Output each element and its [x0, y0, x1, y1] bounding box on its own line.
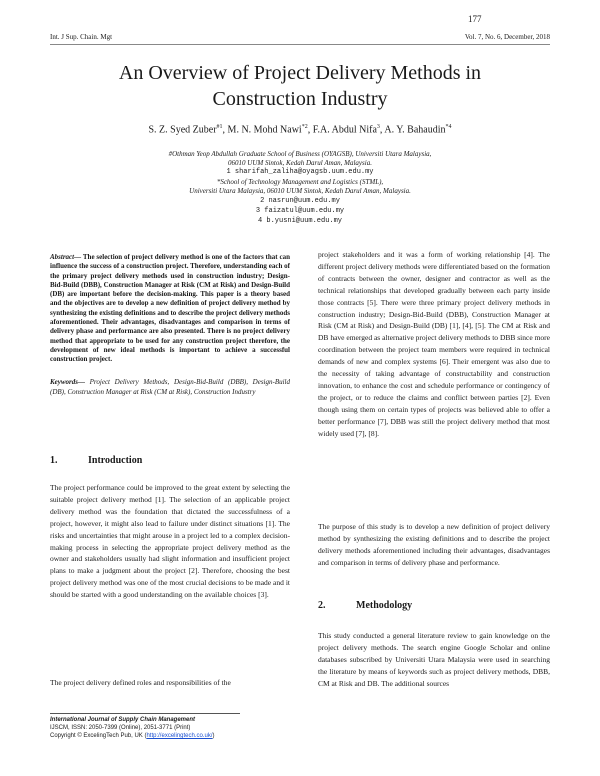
title-line-1: An Overview of Project Delivery Methods in [118, 62, 482, 84]
author-2-mark: *2 [301, 124, 308, 130]
page-number: 177 [468, 14, 482, 24]
section-title: Introduction [88, 455, 143, 466]
author-list [50, 124, 550, 135]
author-2: , M. N. Mohd Nawi [222, 124, 302, 136]
abstract-text: The selection of project delivery method is one of the factors that can influence the success of a construction project. Therefore, understanding each of the primary project delivery methods used in construction industry; Design-Bid-Build (DBB), Construction Manager at Risk (CM at Risk) and Design-Build (DB) are important before the decision-making. This paper is a theory based and the objectives are to develop a new definition of project delivery method by synthesizing the existing definitions and to describe the project delivery methods aforementioned. Their advantages, disadvantages and comparison in terms of delivery phase and performance are also presented. There is no project delivery method that appropriate to be used for any construction project therefore, the development of new ideal methods is important to achieve a successful construction project. [50, 253, 290, 364]
affiliation-1-line-2: 06010 UUM Sintok, Kedah Darul Aman, Malaysia. [228, 159, 372, 167]
section-title: Methodology [356, 600, 413, 611]
paper-title [50, 60, 550, 112]
footer-link[interactable]: http://excelingtech.co.uk/ [146, 733, 213, 739]
running-header-journal: Int. J Sup. Chain. Mgt [50, 33, 113, 41]
right-paragraph-2: The purpose of this study is to develop a new definition of project delivery method by synthesizing the existing definitions and to describe the project delivery methods aforementioned including their advantages, disadvantages and comparison in terms of delivery phase and performance. [318, 522, 550, 567]
email-1: 1 sharifah_zaliha@oyagsb.uum.edu.my [226, 168, 374, 176]
intro-paragraph-2: The project delivery defined roles and responsibilities of the [50, 678, 231, 687]
keywords [50, 377, 290, 397]
author-3-mark: 3 [376, 124, 380, 130]
author-1-mark: #1 [216, 124, 223, 130]
email-2: 2 nasrun@uum.edu.my [260, 197, 340, 205]
affiliation-2-line-1: *School of Technology Management and Logistics (STML), [216, 178, 384, 186]
abstract-label: Abstract— [50, 253, 82, 261]
footer-journal: International Journal of Supply Chain Management [50, 717, 196, 723]
section-heading-introduction [50, 455, 142, 466]
abstract [50, 253, 290, 365]
author-1: S. Z. Syed Zuber [148, 124, 217, 136]
footer-copyright [50, 732, 215, 740]
affiliation-2-line-2: Universiti Utara Malaysia, 06010 UUM Sintok, Kedah Darul Aman, Malaysia. [189, 187, 411, 195]
footer-copyright-close: ) [212, 733, 215, 739]
title-line-2: Construction Industry [212, 88, 388, 110]
right-paragraph-1: project stakeholders and it was a form of working relationship [4]. The different project delivery methods were differentiated based on the formation of contracts between the owner, designer and contractor as well as the technical relationships that developed gradually between each party inside those contracts [5]. There were three primary project delivery methods in construction industry; Design-Bid-Build (DBB), Construction Manager at Risk (CM at Risk) and Design-Build (DB) [1], [4], [5]. The CM at Risk and DB have emerged as alternative project delivery methods to DBB since more coordination between the project team members were required in technical demands of new and complex systems [6]. Their emergent was also due to the necessity of taking advantage of constructability and construction innovation, to enhance the cost and schedule performance or contingency of the project, or to reduce the claims and conflict between parties [2]. Even though using them on certain types of projects was believed able to offer a better performance [7], DBB was still the project delivery method that most widely used [7], [8]. [318, 250, 550, 438]
footer-issn: IJSCM, ISSN: 2050-7399 (Online), 2051-3771 (Print) [50, 725, 191, 731]
methodology-paragraph-1: This study conducted a general literature review to gain knowledge on the project delivery methods. The search engine Google Scholar and online databases subscribed by Universiti Utara Malaysia were used in searching the literature by means of keywords such as project delivery methods, DBB, CM at Risk and DB. The additional sources [318, 631, 550, 688]
author-3: , F.A. Abdul Nifa [307, 124, 377, 136]
author-4: , A. Y. Bahaudin [379, 124, 446, 136]
author-4-mark: *4 [445, 124, 452, 130]
section-number: 2. [318, 600, 326, 611]
keywords-label: Keywords— [50, 378, 85, 386]
footer [50, 716, 215, 740]
section-number: 1. [50, 455, 58, 466]
email-4: 4 b.yusni@uum.edu.my [257, 217, 342, 225]
running-header-volume: Vol. 7, No. 6, December, 2018 [464, 33, 550, 41]
keywords-text: Project Delivery Methods, Design-Bid-Build (DBB), Design-Build (DB), Construction Manager at Risk (CM at Risk), Construction Industry [50, 378, 290, 396]
intro-paragraph-1: The project performance could be improved to the great extent by selecting the suitable project delivery method [1]. The selection of an applicable project delivery method was the foundation that dictated the successfulness of a project, however, it might also lead to failure under distinct situations [1]. The risks and uncertainties that might arouse in a project led to a complex decision-making process in selecting the appropriate project delivery method as the owner and stakeholders usually had slight information and insufficient project plans to make a judgment about the project [2]. Therefore, choosing the best project delivery method was one of the most crucial decisions to be made and it should be started with a good understanding on the available choices [3]. [50, 483, 290, 600]
email-3: 3 faizatul@uum.edu.my [255, 207, 345, 215]
footer-rule [50, 713, 240, 714]
footer-copyright-text: Copyright © ExcelingTech Pub, UK ( [50, 733, 147, 739]
header-rule [50, 44, 550, 45]
affiliation-1-line-1: #Othman Yeop Abdullah Graduate School of Business (OYAGSB), Universiti Utara Malaysia, [168, 150, 432, 158]
section-heading-methodology [318, 600, 412, 611]
